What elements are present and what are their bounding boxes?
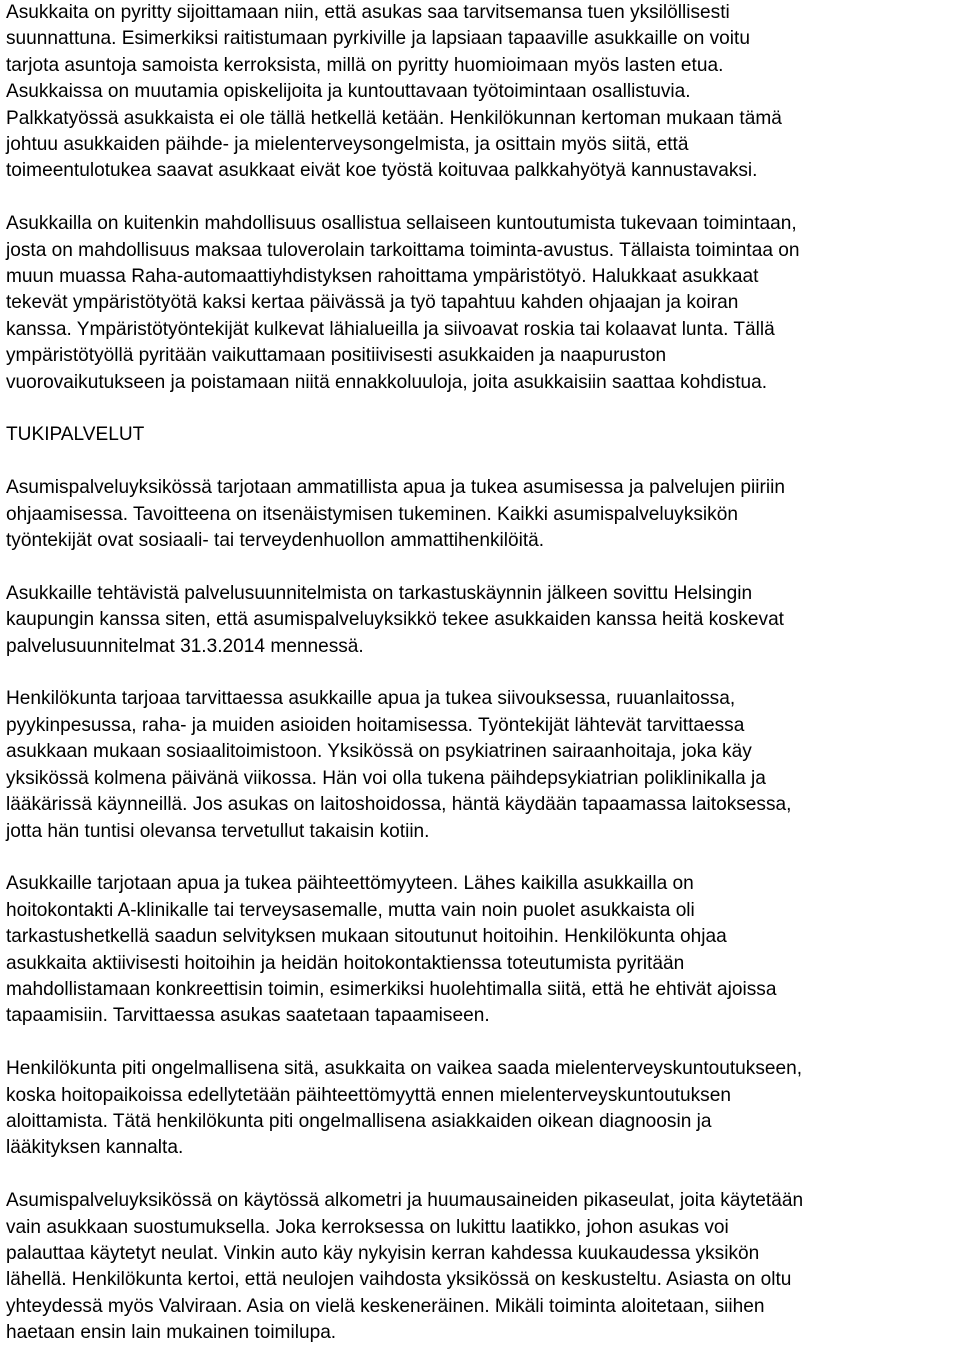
text-line: tekevät ympäristötyötä kaksi kertaa päivässä ja työ tapahtuu kahden ohjaajan ja koiran bbox=[6, 292, 739, 314]
text-line: Henkilökunta tarjoaa tarvittaessa asukkaille apua ja tukea siivouksessa, ruuanlaitossa, bbox=[6, 688, 736, 710]
text-line: hoitokontakti A-klinikalle tai terveysasemalle, mutta vain noin puolet asukkaista oli bbox=[6, 899, 695, 921]
text-line: palauttaa käytetyt neulat. Vinkin auto käy nykyisin kerran kahdessa kuukaudessa yksikön bbox=[6, 1242, 760, 1264]
text-line: lähellä. Henkilökunta kertoi, että neulojen vaihdosta yksikössä on keskusteltu. Asiasta on oltu bbox=[6, 1269, 792, 1291]
text-line: suunnattuna. Esimerkiksi raitistumaan pyrkiville ja lapsiaan tapaaville asukkaille on voitu bbox=[6, 28, 750, 50]
text-line: Asukkaille tehtävistä palvelusuunnitelmista on tarkastuskäynnin jälkeen sovittu Helsingin bbox=[6, 582, 753, 604]
text-line: ohjaamisessa. Tavoitteena on itsenäistymisen tukeminen. Kaikki asumispalveluyksikön bbox=[6, 503, 738, 525]
text-line: kanssa. Ympäristötyöntekijät kulkevat lähialueilla ja siivoavat roskia tai kolaavat lunta. Tällä bbox=[6, 318, 775, 340]
text-line: ympäristötyöllä pyritään vaikuttamaan positiivisesti asukkaiden ja naapuruston bbox=[6, 345, 667, 367]
paragraph-mental-health-rehab bbox=[6, 1056, 958, 1162]
paragraph-spacer bbox=[6, 185, 958, 211]
paragraph-spacer bbox=[6, 449, 958, 475]
paragraph-spacer bbox=[6, 1030, 958, 1056]
text-line: Henkilökunta piti ongelmallisena sitä, asukkaita on vaikea saada mielenterveyskuntoutukseen, bbox=[6, 1058, 803, 1080]
text-line: koska hoitopaikoissa edellytetään päihteettömyyttä ennen mielenterveyskuntoutuksen bbox=[6, 1084, 731, 1106]
text-line: Asukkaita on pyritty sijoittamaan niin, että asukas saa tarvitsemansa tuen yksilöllisesti bbox=[6, 2, 730, 23]
text-line: jotta hän tuntisi olevansa tervetullut takaisin kotiin. bbox=[6, 820, 430, 842]
paragraph-support-services bbox=[6, 475, 958, 554]
paragraph-spacer bbox=[6, 845, 958, 871]
text-line: kaupungin kanssa siten, että asumispalveluyksikkö tekee asukkaiden kanssa heitä koskevat bbox=[6, 609, 784, 631]
text-line: tarjota asuntoja samoista kerroksista, millä on pyritty huomioimaan myös lasten etua. bbox=[6, 54, 724, 76]
text-line: yhteydessä myös Valviraan. Asia on vielä keskeneräinen. Mikäli toiminta aloitetaan, siihen bbox=[6, 1295, 765, 1317]
text-line: palvelusuunnitelmat 31.3.2014 mennessä. bbox=[6, 635, 364, 657]
text-line: tapaamisiin. Tarvittaessa asukas saatetaan tapaamiseen. bbox=[6, 1005, 490, 1027]
paragraph-rehabilitation-activity bbox=[6, 211, 958, 396]
text-line: Asukkailla on kuitenkin mahdollisuus osallistua sellaiseen kuntoutumista tukevaan toimintaan, bbox=[6, 213, 797, 235]
text-line: yksikössä kolmena päivänä viikossa. Hän voi olla tukena päihdepsykiatrian poliklinikalla ja bbox=[6, 767, 766, 789]
paragraph-resident-placement bbox=[6, 0, 958, 185]
text-line: Asumispalveluyksikössä tarjotaan ammatillista apua ja tukea asumisessa ja palvelujen piiriin bbox=[6, 477, 785, 499]
paragraph-alcometer-screening bbox=[6, 1188, 958, 1346]
text-line: lääkärissä käynneillä. Jos asukas on laitoshoidossa, häntä käydään tapaamassa laitoksessa, bbox=[6, 794, 792, 816]
text-line: Asumispalveluyksikössä on käytössä alkometri ja huumausaineiden pikaseulat, joita käytetään bbox=[6, 1190, 804, 1212]
text-line: josta on mahdollisuus maksaa tuloverolain tarkoittama toiminta-avustus. Tällaista toimintaa on bbox=[6, 239, 800, 261]
paragraph-spacer bbox=[6, 554, 958, 580]
paragraph-substance-support bbox=[6, 871, 958, 1029]
paragraph-spacer bbox=[6, 396, 958, 422]
text-line: toimeentulotukea saavat asukkaat eivät koe työstä koituvaa palkkahyötyä kannustavaksi. bbox=[6, 160, 758, 182]
text-line: pyykinpesussa, raha- ja muiden asioiden hoitamisessa. Työntekijät lähtevät tarvittaessa bbox=[6, 714, 745, 736]
text-line: aloittamista. Tätä henkilökunta piti ongelmallisena asiakkaiden oikean diagnoosin ja bbox=[6, 1110, 712, 1132]
text-line: muun muassa Raha-automaattiyhdistyksen rahoittama ympäristötyö. Halukkaat asukkaat bbox=[6, 266, 759, 288]
text-line: Asukkaissa on muutamia opiskelijoita ja kuntouttavaan työtoimintaan osallistuvia. bbox=[6, 81, 691, 103]
text-line: työntekijät ovat sosiaali- tai terveydenhuollon ammattihenkilöitä. bbox=[6, 530, 545, 552]
text-line: asukkaan mukaan sosiaalitoimistoon. Yksikössä on psykiatrinen sairaanhoitaja, joka käy bbox=[6, 741, 752, 763]
text-line: Palkkatyössä asukkaista ei ole tällä hetkellä ketään. Henkilökunnan kertoman mukaan tämä bbox=[6, 107, 782, 129]
text-line: Asukkaille tarjotaan apua ja tukea päihteettömyyteen. Lähes kaikilla asukkailla on bbox=[6, 873, 694, 895]
text-line: haetaan ensin lain mukainen toimilupa. bbox=[6, 1322, 337, 1344]
text-line: asukkaita aktiivisesti hoitoihin ja heidän hoitokontaktienssa toteutumista pyritään bbox=[6, 952, 685, 974]
text-line: mahdollistamaan konkreettisin toimin, esimerkiksi huolehtimalla siitä, että he ehtivät ajoissa bbox=[6, 978, 777, 1000]
paragraph-spacer bbox=[6, 660, 958, 686]
text-line: lääkityksen kannalta. bbox=[6, 1137, 184, 1159]
text-line: johtuu asukkaiden päihde- ja mielenterveysongelmista, ja osittain myös siitä, että bbox=[6, 134, 689, 156]
text-line: vuorovaikutukseen ja poistamaan niitä ennakkoluuloja, joita asukkaisiin saattaa kohdistua. bbox=[6, 371, 768, 393]
text-line: tarkastushetkellä saadun selvityksen mukaan sitoutunut hoitoihin. Henkilökunta ohjaa bbox=[6, 926, 727, 948]
text-line: vain asukkaan suostumuksella. Joka kerroksessa on lukittu laatikko, johon asukas voi bbox=[6, 1216, 729, 1238]
paragraph-daily-help bbox=[6, 686, 958, 844]
document-page bbox=[6, 0, 958, 1347]
paragraph-spacer bbox=[6, 1162, 958, 1188]
paragraph-service-plans bbox=[6, 581, 958, 660]
section-heading: TUKIPALVELUT bbox=[6, 424, 145, 446]
